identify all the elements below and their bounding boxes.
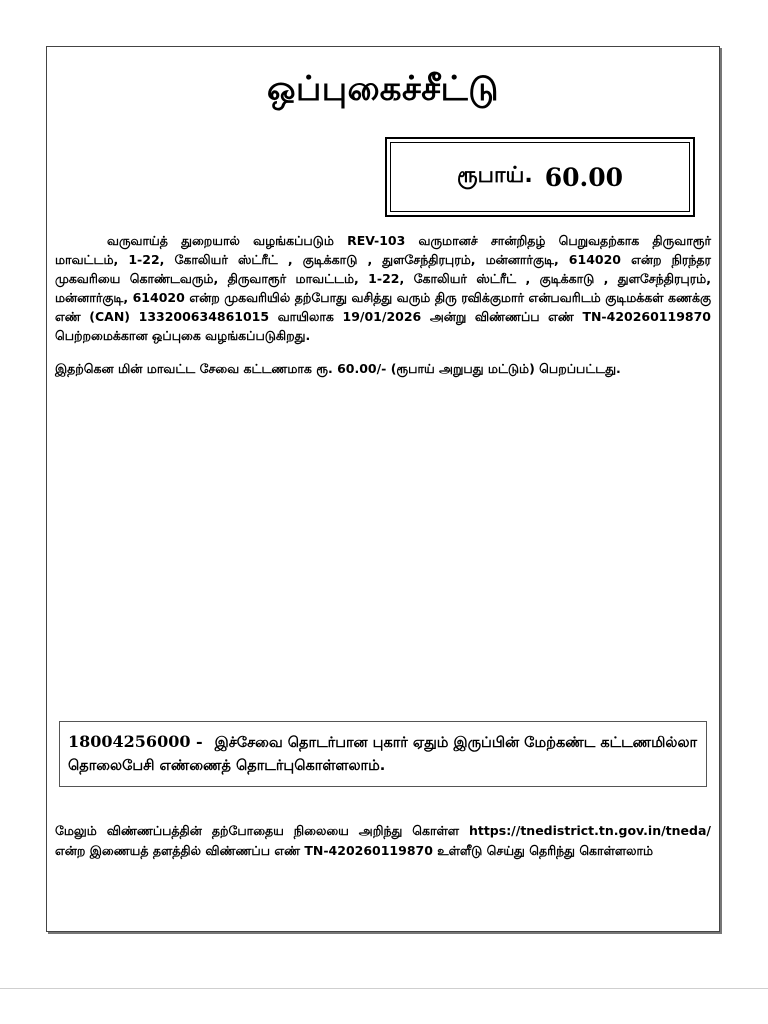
receipt-title: ஒப்புகைச்சீட்டு — [266, 69, 500, 109]
status-check-paragraph: மேலும் விண்ணப்பத்தின் தற்போதைய நிலையை அறிந்து கொள்ள https://tnedistrict.tn.gov.in/tneda/ என்ற இணையத் தளத்தில் விண்ணப்ப எண் TN-420260119870 உள்ளீடு செய்து தெரிந்து கொள்ளலாம் — [55, 823, 711, 858]
helpline-box — [59, 721, 707, 787]
fee-paragraph: இதற்கென மின் மாவட்ட சேவை கட்டணமாக ரூ. 60.00/- (ரூபாய் அறுபது மட்டும்) பெறப்பட்டது. — [55, 361, 621, 376]
helpline-number: 18004256000 - — [68, 732, 203, 751]
receipt-frame — [46, 46, 720, 932]
page-bottom-divider — [0, 988, 768, 989]
amount-inner-frame — [390, 142, 690, 212]
amount-label: ரூபாய். — [456, 163, 533, 188]
amount-value: 60.00 — [544, 162, 623, 192]
amount-box — [385, 137, 695, 217]
helpline-text: இச்சேவை தொடர்பான புகார் ஏதும் இருப்பின் மேற்கண்ட கட்டணமில்லா தொலைபேசி எண்ணைத் தொடர்புகொள்ளலாம். — [68, 735, 698, 774]
acknowledgement-paragraph: வருவாய்த் துறையால் வழங்கப்படும் REV-103 வருமானச் சான்றிதழ் பெறுவதற்காக திருவாரூர் மாவட்டம், 1-22, கோலியர் ஸ்ட்ரீட் , குடிக்காடு , துளசேந்திரபுரம், மன்னார்குடி, 614020 என்ற நிரந்தர முகவரியை கொண்டவரும், திருவாரூர் மாவட்டம், 1-22, கோலியர் ஸ்ட்ரீட் , குடிக்காடு , துளசேந்திரபுரம், மன்னார்குடி, 614020 என்ற முகவரியில் தற்போது வசித்து வரும் திரு ரவிக்குமார் என்பவரிடம் குடிமக்கள் கணக்கு எண் (CAN) 133200634861015 வாயிலாக 19/01/2026 அன்று விண்ணப்ப எண் TN-420260119870 பெற்றமைக்கான ஒப்புகை வழங்கப்படுகிறது. — [55, 233, 711, 343]
